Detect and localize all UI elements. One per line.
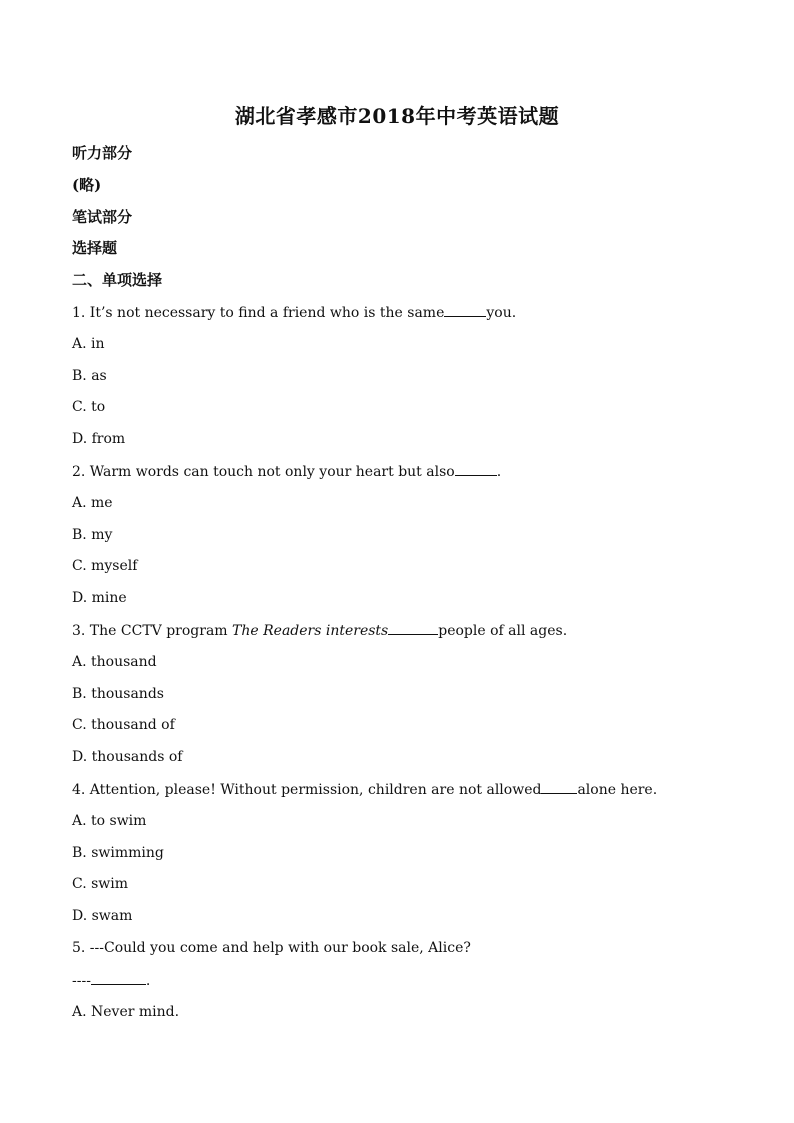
question-2-stem (72, 461, 732, 493)
question-3-text-before: 3. The CCTV program (72, 622, 233, 639)
option: C. myself (72, 558, 138, 575)
option: D. from (72, 431, 126, 448)
option: C. thousand of (72, 717, 175, 734)
question-5-stem: 5. ---Could you come and help with our book sale, Alice? (72, 939, 471, 956)
question-1-stem (72, 302, 732, 334)
program-title: The Readers interests (232, 622, 389, 639)
document-body (72, 143, 732, 1033)
question-4-text-before: 4. Attention, please! Without permission, children are not allowed (72, 781, 542, 798)
question-1-text-before: 1. It’s not necessary to find a friend who is the same (72, 304, 445, 321)
option: A. me (72, 494, 113, 511)
option: C. to (72, 399, 106, 416)
option: A. Never mind. (72, 1003, 180, 1020)
option: C. swim (72, 876, 129, 893)
option: D. mine (72, 590, 127, 607)
heading-listening: 听力部分 (72, 144, 133, 162)
option: D. thousands of (72, 749, 183, 766)
question-4-text-after: alone here. (577, 781, 658, 798)
document-title: 湖北省孝感市2018年中考英语试题 (234, 104, 560, 128)
question-1-text-after: you. (486, 304, 517, 321)
question-5-reply (72, 970, 732, 1002)
option: B. thousands (72, 685, 164, 702)
option: A. in (72, 335, 105, 352)
question-2-text-before: 2. Warm words can touch not only your heart but also (72, 463, 455, 480)
option: A. to swim (72, 812, 147, 829)
option: B. my (72, 526, 113, 543)
answer-blank (91, 970, 146, 985)
heading-choice: 选择题 (72, 239, 118, 258)
answer-blank (444, 302, 486, 317)
option: B. as (72, 367, 107, 384)
question-4-stem (72, 779, 732, 811)
question-2-text-after: . (496, 463, 502, 480)
option: A. thousand (72, 653, 157, 670)
answer-blank (541, 779, 577, 794)
reply-prefix: ---- (72, 972, 91, 989)
heading-section-2: 二、单项选择 (72, 271, 163, 290)
question-3-text-after: people of all ages. (438, 622, 568, 639)
answer-blank (388, 620, 438, 635)
question-3-stem (72, 620, 732, 652)
heading-written: 笔试部分 (72, 207, 133, 226)
heading-omitted: (略) (72, 175, 102, 194)
option: D. swam (72, 908, 133, 925)
answer-blank (455, 461, 497, 476)
reply-after: . (145, 972, 151, 989)
option: B. swimming (72, 844, 164, 861)
